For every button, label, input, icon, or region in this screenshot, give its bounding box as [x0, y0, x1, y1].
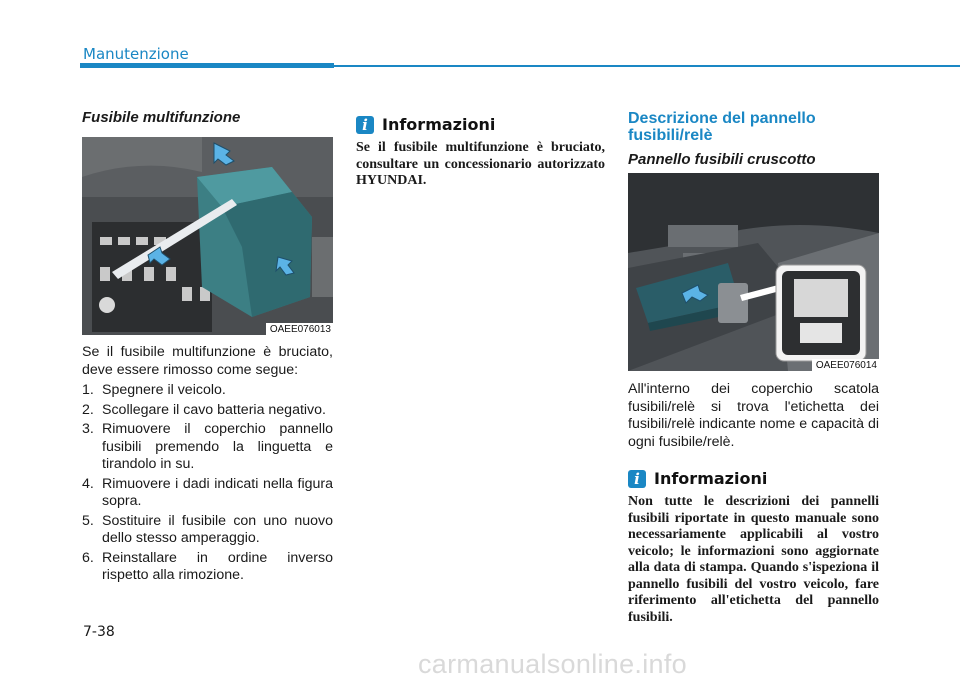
removal-steps — [82, 382, 333, 585]
info-header-right — [628, 469, 767, 488]
step-number: 2. — [82, 401, 94, 418]
paragraph-text: All'interno dei coperchio scatola fusibili/relè si trova l'etichetta dei fusibili/relè indicante nome e capacità di ogni fusibile/relè. — [628, 381, 879, 450]
header-rule-thin — [334, 65, 960, 67]
list-item — [82, 550, 333, 585]
left-heading: Fusibile multifunzione — [82, 109, 241, 126]
info-header-middle — [356, 115, 495, 134]
step-text: Sostituire il fusibile con uno nuovo dello stesso amperaggio. — [102, 512, 333, 546]
intro-text: Se il fusibile multifunzione è bruciato, deve essere rimosso come segue: — [82, 344, 333, 378]
step-number: 3. — [82, 421, 94, 437]
step-text: Rimuovere il coperchio pannello fusibili premendo la linguetta e tirandolo in su. — [102, 421, 333, 472]
list-item — [82, 382, 333, 400]
list-item — [82, 421, 333, 474]
dashboard-illustration — [628, 173, 879, 371]
step-number: 6. — [82, 549, 94, 566]
info-text-right: Non tutte le descrizioni dei pannelli fusibili riportate in questo manuale sono necessariamente applicabili al vostro veicolo; le informazioni sono aggiornate alla data di stampa. Quando s'ispeziona il pannello fusibili del vostro veicolo, fare riferimento all'etichetta del pannello fusibili. — [628, 494, 879, 625]
right-paragraph — [628, 381, 879, 451]
right-heading: Descrizione del pannello fusibili/relè — [628, 110, 816, 144]
section-title: Manutenzione — [83, 45, 189, 63]
step-text: Rimuovere i dadi indicati nella figura sopra. — [102, 475, 333, 509]
step-number: 1. — [82, 382, 94, 398]
info-icon: i — [628, 470, 646, 488]
step-number: 5. — [82, 512, 94, 529]
step-text: Reinstallare in ordine inverso rispetto alla rimozione. — [102, 549, 333, 583]
left-body — [82, 344, 333, 585]
step-number: 4. — [82, 475, 94, 492]
watermark: carmanualsonline.info — [418, 649, 687, 679]
dashboard-fuse-photo — [628, 173, 879, 371]
step-text: Scollegare il cavo batteria negativo. — [102, 401, 326, 418]
page-number: 7-38 — [83, 624, 115, 640]
info-title: Informazioni — [382, 115, 496, 134]
photo-code: OAEE076013 — [266, 323, 333, 335]
step-text: Spegnere il veicolo. — [102, 382, 226, 398]
right-subheading: Pannello fusibili cruscotto — [628, 151, 816, 168]
list-item — [82, 476, 333, 511]
info-icon: i — [356, 116, 374, 134]
photo-code: OAEE076014 — [812, 359, 879, 371]
info-text-middle: Se il fusibile multifunzione è bruciato, consultare un concessionario autorizzato HYUNDAI. — [356, 140, 605, 188]
info-title: Informazioni — [654, 469, 768, 488]
list-item — [82, 513, 333, 548]
header-rule-thick — [80, 63, 334, 68]
list-item — [82, 402, 333, 420]
engine-fuse-photo — [82, 137, 333, 335]
engine-bay-illustration — [82, 137, 333, 335]
